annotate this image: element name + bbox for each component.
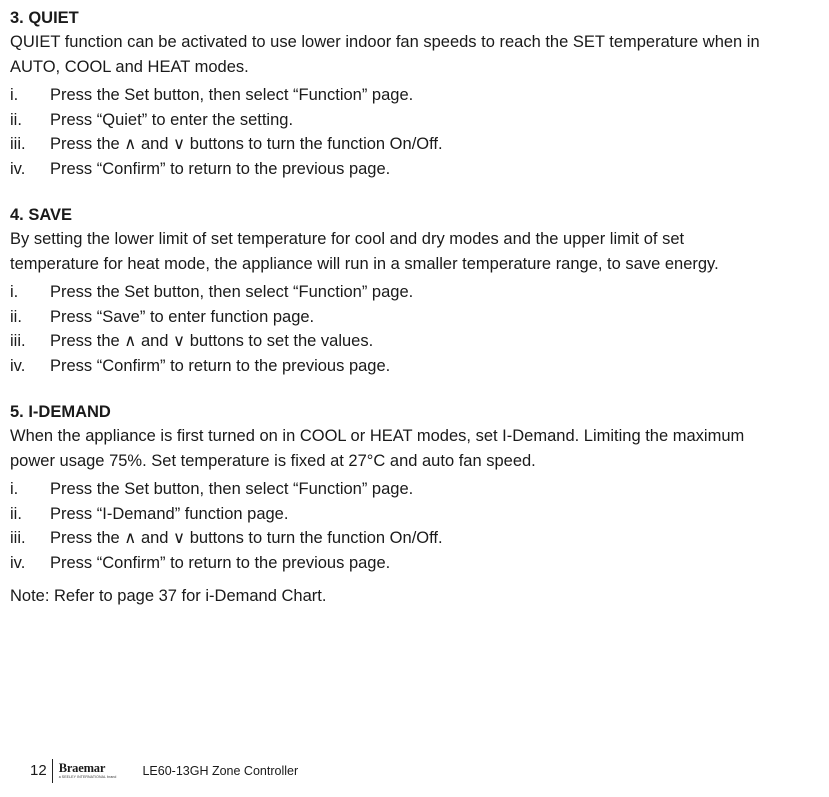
intro-line: temperature for heat mode, the appliance will run in a smaller temperature range, to save energy. bbox=[10, 254, 719, 273]
intro-line: AUTO, COOL and HEAT modes. bbox=[10, 57, 249, 76]
step-number: i. bbox=[10, 480, 19, 498]
step-number: ii. bbox=[10, 307, 22, 326]
step-text: Press the ∧ and ∨ buttons to set the values. bbox=[50, 332, 374, 350]
step-number: ii. bbox=[10, 110, 22, 129]
step-text: Press “Save” to enter function page. bbox=[50, 307, 315, 326]
step-number: iv. bbox=[10, 356, 26, 375]
note-text: Note: Refer to page 37 for i-Demand Chart. bbox=[10, 587, 327, 605]
document-title: LE60-13GH Zone Controller bbox=[142, 764, 299, 778]
section-intro bbox=[10, 227, 822, 276]
step-number: i. bbox=[10, 86, 19, 104]
step-item bbox=[10, 526, 822, 551]
step-item bbox=[10, 108, 822, 133]
section-save bbox=[10, 205, 822, 378]
step-text: Press the ∧ and ∨ buttons to turn the function On/Off. bbox=[50, 135, 443, 153]
section-intro bbox=[10, 424, 822, 473]
step-number: iv. bbox=[10, 159, 26, 178]
step-item bbox=[10, 551, 822, 576]
step-text: Press the Set button, then select “Function” page. bbox=[50, 86, 414, 104]
step-item bbox=[10, 132, 822, 157]
page-number: 12 bbox=[30, 759, 53, 783]
step-number: iii. bbox=[10, 332, 26, 350]
step-text: Press “Quiet” to enter the setting. bbox=[50, 110, 294, 129]
step-text: Press the ∧ and ∨ buttons to turn the function On/Off. bbox=[50, 529, 443, 547]
step-number: ii. bbox=[10, 504, 22, 523]
step-item bbox=[10, 83, 822, 108]
step-item bbox=[10, 280, 822, 305]
section-quiet bbox=[10, 8, 822, 181]
brand-name: Braemar bbox=[58, 761, 106, 775]
step-item bbox=[10, 354, 822, 379]
step-text: Press the Set button, then select “Function” page. bbox=[50, 480, 414, 498]
section-heading: 4. SAVE bbox=[10, 206, 73, 224]
intro-line: QUIET function can be activated to use lower indoor fan speeds to reach the SET temperature when in bbox=[10, 33, 760, 51]
step-item bbox=[10, 477, 822, 502]
section-intro bbox=[10, 30, 822, 79]
intro-line: power usage 75%. Set temperature is fixed at 27°C and auto fan speed. bbox=[10, 451, 536, 470]
step-text: Press the Set button, then select “Function” page. bbox=[50, 283, 414, 301]
step-number: iii. bbox=[10, 529, 26, 547]
step-list bbox=[10, 280, 822, 378]
section-i-demand bbox=[10, 402, 822, 575]
section-heading: 3. QUIET bbox=[10, 9, 79, 27]
step-item bbox=[10, 502, 822, 527]
step-text: Press “Confirm” to return to the previous page. bbox=[50, 553, 391, 572]
step-number: iii. bbox=[10, 135, 26, 153]
step-item bbox=[10, 329, 822, 354]
step-text: Press “I-Demand” function page. bbox=[50, 504, 289, 523]
intro-line: When the appliance is first turned on in COOL or HEAT modes, set I-Demand. Limiting the maximum bbox=[10, 427, 745, 445]
step-number: iv. bbox=[10, 553, 26, 572]
brand-logo bbox=[59, 762, 117, 780]
step-item bbox=[10, 157, 822, 182]
step-item bbox=[10, 305, 822, 330]
section-heading: 5. I-DEMAND bbox=[10, 403, 111, 421]
step-number: i. bbox=[10, 283, 19, 301]
page-footer bbox=[30, 758, 298, 784]
step-text: Press “Confirm” to return to the previous page. bbox=[50, 159, 391, 178]
intro-line: By setting the lower limit of set temperature for cool and dry modes and the upper limit of set bbox=[10, 230, 685, 248]
step-text: Press “Confirm” to return to the previous page. bbox=[50, 356, 391, 375]
brand-tagline: a SEELEY INTERNATIONAL brand bbox=[58, 775, 117, 779]
step-list bbox=[10, 83, 822, 181]
step-list bbox=[10, 477, 822, 575]
